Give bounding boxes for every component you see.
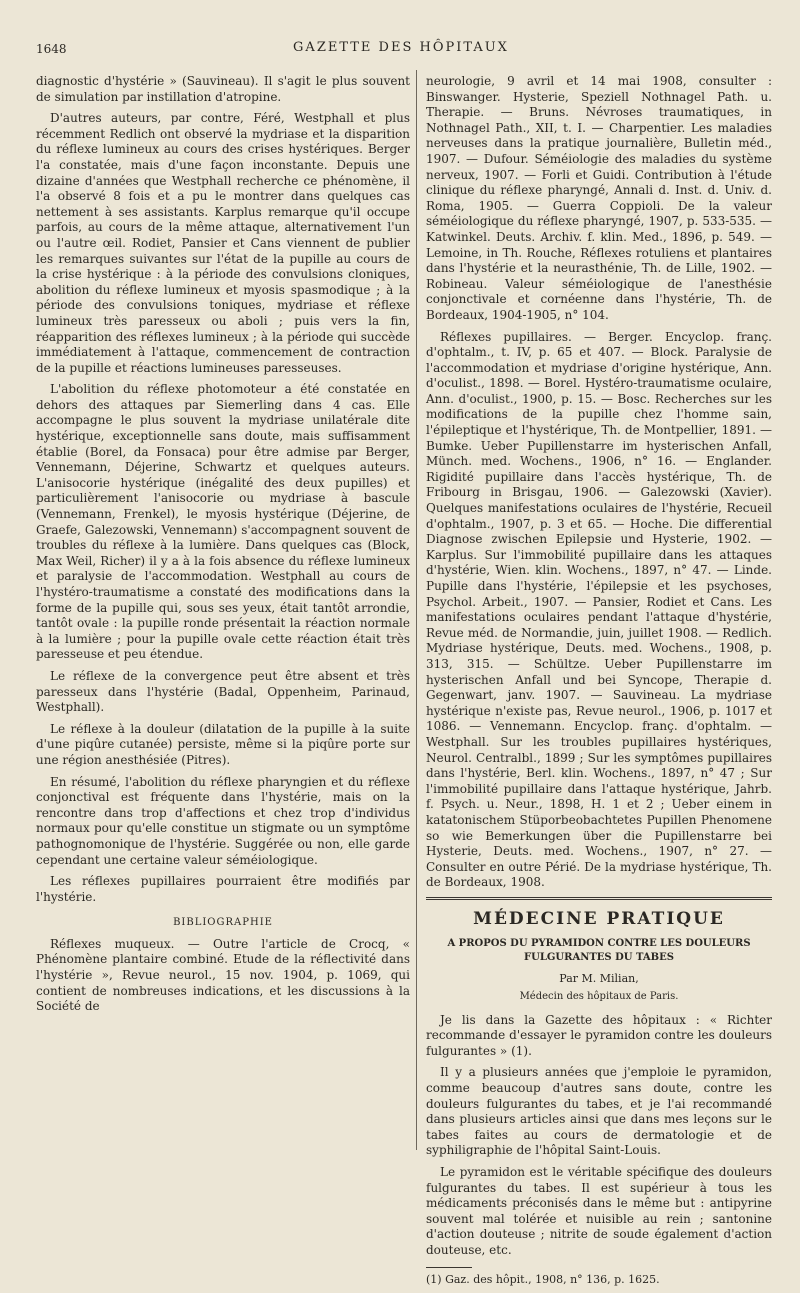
article-title: A PROPOS DU PYRAMIDON CONTRE LES DOULEURS FULGURANTES DU TABES xyxy=(447,938,751,964)
article-author: Par M. Milian, xyxy=(559,972,639,986)
paragraph: L'abolition du réflexe photomoteur a été constatée en dehors des attaques par Siemerling dans 4 cas. Elle accompagne le plus souvent la mydriase unilatérale dite hystérique, exceptionnelle sans doute, mais suffisamment établie (Borel, da Fonsaca) pour être admise par Berger, Vennemann, Déjerine, Schwartz et quelques auteurs. L'anisocorie hystérique (inégalité des deux pupilles) et particulièrement l'anisocorie ou mydriase à bascule (Vennemann, Frenkel), le myosis hystérique (Déjerine, de Graefe, Galezowski, Vennemann) s'accompagnent souvent de troubles du réflexe à la lumière. Dans quelques cas (Block, Max Weil, Richer) il y a à la fois absence du réflexe lumineux et paralysie de l'accommodation. Westphall au cours de l'hystéro-traumatisme a constaté des modifications dans la forme de la pupille qui, sous ses yeux, était tantôt arrondie, tantôt ovale : la pupille ronde présentait la réaction normale à la lumière ; pour la pupille ovale cette réaction était très paresseuse et peu étendue. xyxy=(36,382,410,662)
paragraph: diagnostic d'hystérie » (Sauvineau). Il s'agit le plus souvent de simulation par instillation d'atropine. xyxy=(36,74,410,104)
page-number: 1648 xyxy=(36,42,67,56)
section-title: MÉDECINE PRATIQUE xyxy=(473,908,725,929)
journal-title: GAZETTE DES HÔPITAUX xyxy=(293,40,509,55)
article-paragraph: Il y a plusieurs années que j'emploie le pyramidon, comme beaucoup d'autres sans doute, contre les douleurs fulgurantes du tabes, et je l'ai recommandé dans plusieurs articles ainsi que dans mes leçons sur le tabes faites au cours de dermatologie et de syphiligraphie de l'hôpital Saint-Louis. xyxy=(426,1065,772,1158)
article-paragraph: Je lis dans la Gazette des hôpitaux : « Richter recommande d'essayer le pyramidon contre les douleurs fulgurantes » (1). xyxy=(426,1012,772,1058)
page-header xyxy=(36,36,766,58)
paragraph: Le réflexe à la douleur (dilatation de la pupille à la suite d'une piqûre cutanée) persiste, même si la piqûre porte sur une région anesthésiée (Pitres). xyxy=(36,721,410,767)
bibliography-entry: Réflexes pupillaires. — Berger. Encyclop. franç. d'ophtalm., t. IV, p. 65 et 407. — Block. Paralysie de l'accommodation et mydriase d'origine hystérique, Ann. d'oculist., 1898. — Borel. Hystéro-traumatisme oculaire, Ann. d'oculist., 1900, p. 15. — Bosc. Recherches sur les modifications de la pupille chez l'homme sain, l'épileptique et l'hystérique, Th. de Montpellier, 1891. — Bumke. Ueber Pupillenstarre im hysterischen Anfall, Münch. med. Wochens., 1906, n° 16. — Englander. Rigidité pupillaire dans l'accès hystérique, Th. de Fribourg in Brisgau, 1906. — Galezowski (Xavier). Quelques manifestations oculaires de l'hystérie, Recueil d'ophtalm., 1907, p. 3 et 65. — Hoche. Die differential Diagnose zwischen Epilepsie und Hysterie, 1902. — Karplus. Sur l'immobilité pupillaire dans les attaques d'hystérie, Wien. klin. Wochens., 1897, n° 47. — Linde. Pupille dans l'hystérie, l'épilepsie et les psychoses, Psychol. Arbeit., 1907. — Pansier, Rodiet et Cans. Les manifestations oculaires pendant l'attaque d'hystérie, Revue méd. de Normandie, juin, juillet 1908. — Redlich. Mydriase hystérique, Deuts. med. Wochens., 1908, p. 313, 315. — Schültze. Ueber Pupillenstarre im hysterischen Anfall und bei Syncope, Therapie d. Gegenwart, janv. 1907. — Sauvineau. La mydriase hystérique n'existe pas, Revue neurol., 1906, p. 1017 et 1086. — Vennemann. Encyclop. franç. d'ophtalm. — Westphall. Sur les troubles pupillaires hystériques, Neurol. Centralbl., 1899 ; Sur les symptômes pupillaires dans l'hystérie, Berl. klin. Wochens., 1897, n° 47 ; Sur l'immobilité pupillaire dans l'attaque hystérique, Jahrb. f. Psych. u. Neur., 1898, H. 1 et 2 ; Ueber einem in katatonischem Stüporbeobachtetes Pupillen Phenomene so wie Bemerkungen über die Pupillenstarre bei Hysterie, Deuts. med. Wochens., 1907, n° 27. — Consulter en outre Périé. De la mydriase hystérique, Th. de Bordeaux, 1908. xyxy=(426,329,772,890)
paragraph: Les réflexes pupillaires pourraient être modifiés par l'hystérie. xyxy=(36,874,410,904)
section-rule xyxy=(426,897,772,900)
paragraph: Le réflexe de la convergence peut être absent et très paresseux dans l'hystérie (Badal, Oppenheim, Parinaud, Westphall). xyxy=(36,668,410,715)
right-column xyxy=(426,74,772,1293)
bibliography-title: BIBLIOGRAPHIE xyxy=(173,917,273,929)
bibliography-entry: neurologie, 9 avril et 14 mai 1908, consulter : Binswanger. Hysterie, Speziell Nothnagel Path. u. Therapie. — Bruns. Névroses traumatiques, in Nothnagel Path., XII, t. I. — Charpentier. Les maladies nerveuses dans la pratique journalière, Bulletin méd., 1907. — Dufour. Séméiologie des maladies du système nerveux, 1907. — Forli et Guidi. Contribution à l'étude clinique du réflexe pharyngé, Annali d. Inst. d. Univ. d. Roma, 1905. — Guerra Coppioli. De la valeur séméiologique du réflexe pharyngé, 1907, p. 533-535. — Katwinkel. Deuts. Archiv. f. klin. Med., 1896, p. 549. — Lemoine, in Th. Rouche, Réflexes rotuliens et plantaires dans l'hystérie et la neurasthénie, Th. de Lille, 1902. — Robineau. Valeur séméiologique de l'anesthésie conjonctivale et cornéenne dans l'hystérie, Th. de Bordeaux, 1904-1905, n° 104. xyxy=(426,74,772,322)
left-column xyxy=(36,74,410,1021)
footnote: (1) Gaz. des hôpit., 1908, n° 136, p. 1625. xyxy=(426,1272,660,1286)
footnote-rule xyxy=(426,1267,472,1268)
author-affiliation: Médecin des hôpitaux de Paris. xyxy=(519,991,679,1003)
bibliography-entry: Réflexes muqueux. — Outre l'article de Crocq, « Phénomène plantaire combiné. Etude de la réflectivité dans l'hystérie », Revue neurol., 15 nov. 1904, p. 1069, qui contient de nombreuses indications, et les discussions à la Société de xyxy=(36,936,410,1014)
article-paragraph: Le pyramidon est le véritable spécifique des douleurs fulgurantes du tabes. Il est supérieur à tous les médicaments préconisés dans le même but : antipyrine souvent mal tolérée et nuisible au rein ; santonine d'action douteuse ; nitrite de soude également d'action douteuse, etc. xyxy=(426,1165,772,1257)
paragraph: D'autres auteurs, par contre, Féré, Westphall et plus récemment Redlich ont observé la mydriase et la disparition du réflexe lumineux au cours des crises hystériques. Berger l'a constatée, mais d'une façon inconstante. Depuis une dizaine d'années que Westphall recherche ce phénomène, il l'a observé 8 fois et a pu le montrer dans quelques cas nettement à ses assistants. Karplus remarque qu'il occupe parfois, au cours de la même attaque, alternativement l'un ou l'autre œil. Rodiet, Pansier et Cans viennent de publier les remarques suivantes sur l'état de la pupille au cours de la crise hystérique : à la période des convulsions cloniques, abolition du réflexe lumineux et myosis spasmodique ; à la période des convulsions toniques, mydriase et réflexe lumineux très paresseux ou aboli ; puis vers la fin, réapparition des réflexes lumineux ; à la période qui succède immédiatement à l'attaque, commencement de contraction de la pupille et réactions lumineuses paresseuses. xyxy=(36,111,410,375)
column-divider xyxy=(416,70,417,1150)
paragraph: En résumé, l'abolition du réflexe pharyngien et du réflexe conjonctival est fréquente dans l'hystérie, mais on la rencontre dans trop d'affections et chez trop d'individus normaux pour qu'elle constitue un stigmate ou un symptôme pathognomonique de l'hystérie. Suggérée ou non, elle garde cependant une certaine valeur séméiologique. xyxy=(36,774,410,867)
